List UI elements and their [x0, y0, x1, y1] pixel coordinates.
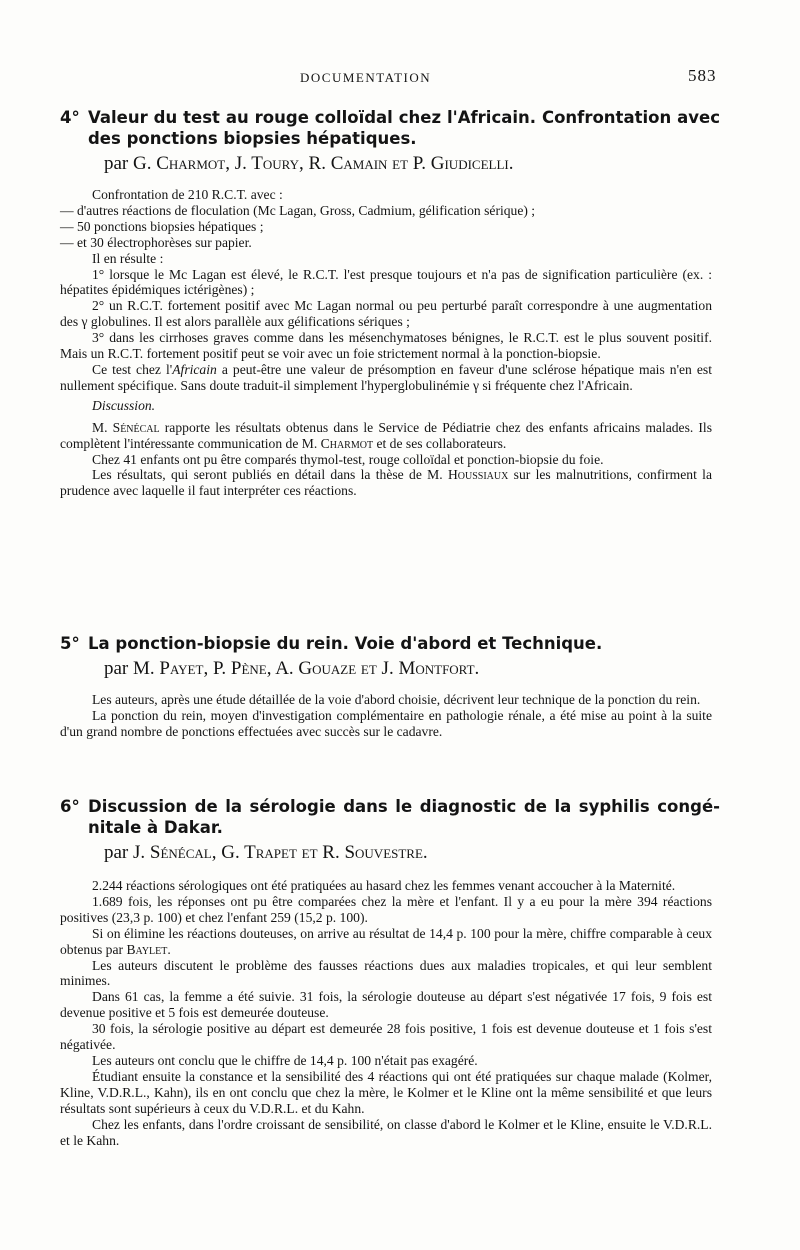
article-5-authors: [104, 657, 479, 681]
paragraph: 2° un R.C.T. fortement positif avec Mc Lagan normal ou peu perturbé paraît correspondre à une augmentation des γ globulines. Il est alors parallèle aux gélifications sériques ;: [60, 298, 712, 330]
article-5-number: 5°: [60, 634, 80, 653]
paragraph: 3° dans les cirrhoses graves comme dans les mésenchymatoses bénignes, le R.C.T. est le plus souvent positif. Mais un R.C.T. fortement positif peut se voir avec un foie strictement normal à la ponction-biopsie.: [60, 330, 712, 362]
list-item: — et 30 électrophorèses sur papier.: [60, 234, 252, 250]
paragraph: Étudiant ensuite la constance et la sensibilité des 4 réactions qui ont été pratiquées sur chaque malade (Kolmer, Kline, V.D.R.L., Kahn), ils en ont conclu que chez la mère, le Kolmer et le Kline ont la même sensibilité et que leurs résultats sont supérieurs à ceux du V.D.R.L. et du Kahn.: [60, 1068, 712, 1116]
article-6-title: [60, 796, 720, 838]
running-title: DOCUMENTATION: [300, 70, 432, 85]
paragraph: Si on élimine les réactions douteuses, on arrive au résultat de 14,4 p. 100 pour la mère, chiffre comparable à ceux obtenus par Baylet.: [60, 925, 712, 957]
paragraph: Les résultats, qui seront publiés en détail dans la thèse de M. Houssiaux sur les malnutritions, confirment la prudence avec laquelle il faut interpréter ces réactions.: [60, 467, 712, 499]
article-4-title: [60, 107, 720, 149]
page-number: 583: [688, 66, 717, 85]
article-5-body: [60, 692, 712, 740]
article-4-authors: [104, 152, 514, 176]
article-6-authors: [104, 841, 428, 865]
page-header: [0, 66, 800, 90]
paragraph: Dans 61 cas, la femme a été suivie. 31 fois, la sérologie douteuse au départ s'est négativée 17 fois, 9 fois est devenue positive et 5 fois est demeurée douteuse.: [60, 989, 712, 1021]
authors-prefix: par: [104, 658, 129, 679]
article-6-number: 6°: [60, 797, 80, 816]
paragraph: 30 fois, la sérologie positive au départ est demeurée 28 fois positive, 1 fois est devenue douteuse et 1 fois s'est négativée.: [60, 1021, 712, 1053]
article-4-body: [60, 187, 712, 499]
article-6-title-line-2: nitale à Dakar.: [88, 818, 223, 837]
authors-prefix: par: [104, 153, 129, 174]
list-item: — d'autres réactions de floculation (Mc Lagan, Gross, Cadmium, gélification sérique) ;: [60, 202, 536, 218]
paragraph: M. Sénécal rapporte les résultats obtenus dans le Service de Pédiatrie chez des enfants africains malades. Ils complètent l'intéressante communication de M. Charmot et de ses collaborateurs.: [60, 419, 713, 451]
article-5-title: [60, 633, 720, 654]
article-6-title-line-1: Discussion de la sérologie dans le diagnostic de la syphilis congé-: [88, 797, 720, 816]
article-4-number: 4°: [60, 108, 80, 127]
paragraph: Chez les enfants, dans l'ordre croissant de sensibilité, on classe d'abord le Kolmer et le Kline, ensuite le V.D.R.L. et le Kahn.: [60, 1116, 712, 1148]
paragraph: Confrontation de 210 R.C.T. avec :: [92, 187, 283, 202]
article-4-title-line-2: des ponctions biopsies hépatiques.: [88, 129, 417, 148]
paragraph: 2.244 réactions sérologiques ont été pratiquées au hasard chez les femmes venant accoucher à la Maternité.: [92, 878, 676, 893]
author-names: G. Charmot, J. Toury, R. Camain et P. Giudicelli.: [133, 153, 514, 174]
conclusion-paragraph: Ce test chez l'Africain a peut-être une valeur de présomption en faveur d'une sclérose hépatique mais n'en est nullement spécifique. Sans doute traduit-il simplement l'hyperglobulinémie γ si fréquente chez l'Africain.: [60, 361, 712, 393]
paragraph: Les auteurs ont conclu que le chiffre de 14,4 p. 100 n'était pas exagéré.: [92, 1052, 478, 1068]
article-6-body: [60, 878, 712, 1148]
article-5-title-text: La ponction-biopsie du rein. Voie d'abord et Technique.: [88, 634, 603, 653]
paragraph: Il en résulte :: [92, 250, 164, 266]
paragraph: Les auteurs, après une étude détaillée de la voie d'abord choisie, décrivent leur technique de la ponction du rein.: [92, 692, 701, 707]
article-4-title-line-1: Valeur du test au rouge colloïdal chez l'Africain. Confrontation avec: [88, 108, 720, 127]
discussion-heading: Discussion.: [92, 397, 156, 413]
author-names: M. Payet, P. Pène, A. Gouaze et J. Montfort.: [133, 658, 480, 679]
paragraph: 1.689 fois, les réponses ont pu être comparées chez la mère et l'enfant. Il y a eu pour la mère 394 réactions positives (23,3 p. 100) et chez l'enfant 259 (15,2 p. 100).: [60, 893, 712, 925]
paragraph: Chez 41 enfants ont pu être comparés thymol-test, rouge colloïdal et ponction-biopsie du foie.: [92, 451, 604, 467]
author-names: J. Sénécal, G. Trapet et R. Souvestre.: [133, 842, 428, 863]
authors-prefix: par: [104, 842, 129, 863]
paragraph: La ponction du rein, moyen d'investigation complémentaire en pathologie rénale, a été mise au point à la suite d'un grand nombre de ponctions effectuées avec succès sur le cadavre.: [60, 707, 712, 739]
paragraph: 1° lorsque le Mc Lagan est élevé, le R.C.T. l'est presque toujours et n'a pas de signification particulière (ex. : hépatites épidémiques ictérigènes) ;: [60, 266, 712, 298]
list-item: — 50 ponctions biopsies hépatiques ;: [60, 218, 264, 234]
paragraph: Les auteurs discutent le problème des fausses réactions dues aux maladies tropicales, et qui leur semblent minimes.: [60, 957, 712, 989]
